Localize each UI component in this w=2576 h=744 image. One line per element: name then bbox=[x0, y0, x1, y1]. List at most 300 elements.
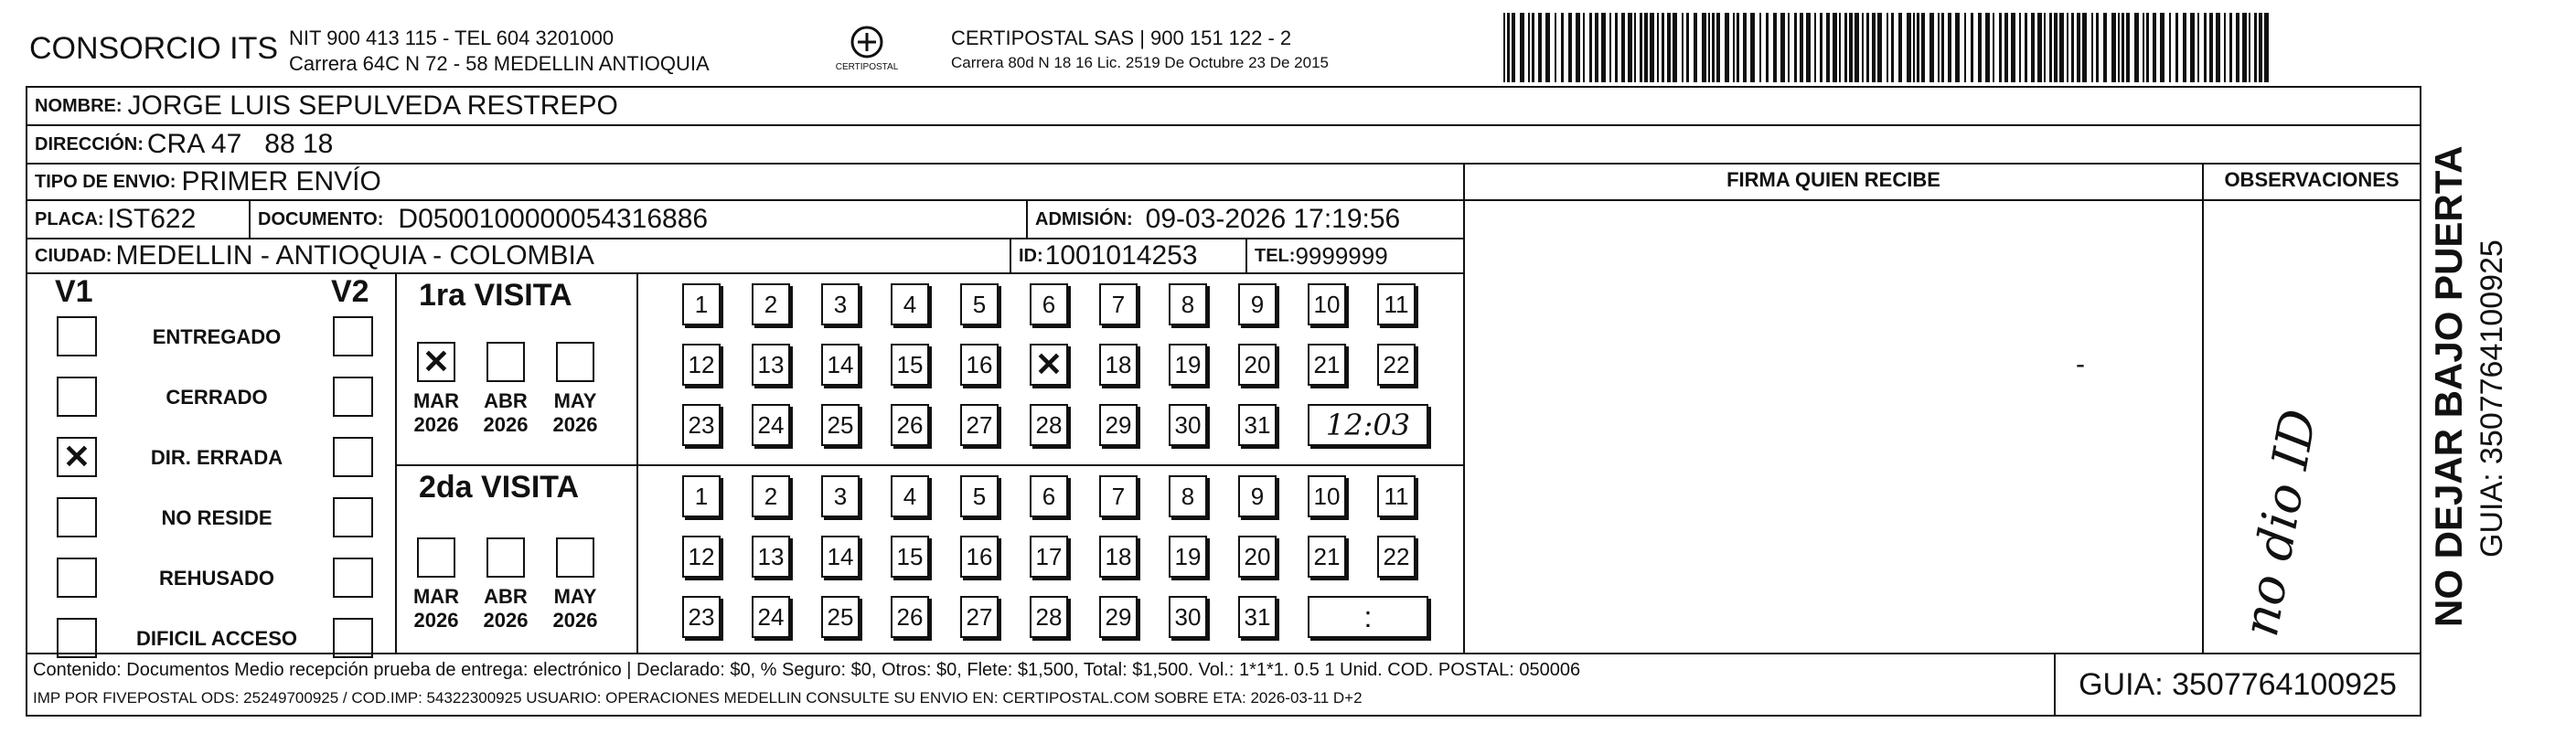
barcode-bar bbox=[1520, 13, 1524, 82]
status-v2-checkbox[interactable] bbox=[333, 558, 373, 598]
barcode-bar bbox=[1725, 13, 1729, 82]
admision-value: 09-03-2026 17:19:56 bbox=[1145, 204, 1401, 234]
footer-guia-box bbox=[2054, 653, 2421, 717]
barcode-bar bbox=[1999, 13, 2002, 82]
day-number: 18 bbox=[1105, 542, 1132, 570]
footer-contents-line: Contenido: Documentos Medio recepción prueba de entrega: electrónico | Declarado: $0, % Seguro: $0, Otros: $0, Flete: $1,500, Total: $1,500. Vol.: 1*1*1. 0.5 1 Unid. COD. POSTAL: 050006 bbox=[33, 660, 1581, 680]
visit1-day-box[interactable] bbox=[891, 344, 929, 386]
barcode-bar bbox=[2059, 13, 2064, 82]
barcode-bar bbox=[2103, 13, 2107, 82]
day-number: 1 bbox=[694, 482, 709, 510]
status-v2-checkbox[interactable] bbox=[333, 497, 373, 537]
barcode-bar bbox=[1528, 13, 1530, 82]
barcode-bar bbox=[1640, 13, 1642, 82]
barcode-bar bbox=[2071, 13, 2074, 82]
visit2-month-label bbox=[478, 585, 533, 632]
barcode-bar bbox=[2197, 13, 2199, 82]
visit1-day-box[interactable] bbox=[1238, 404, 1277, 446]
checkmark-icon: ✕ bbox=[62, 438, 91, 475]
status-v1-checkbox[interactable] bbox=[57, 316, 97, 356]
visit1-day-box[interactable] bbox=[821, 283, 860, 325]
visit2-day-box[interactable] bbox=[1377, 475, 1416, 517]
visit2-day-box[interactable] bbox=[960, 536, 999, 578]
barcode-bar bbox=[1773, 13, 1777, 82]
barcode-bar bbox=[1800, 13, 1803, 82]
id-cell bbox=[1010, 238, 1247, 274]
barcode-bar bbox=[1657, 13, 1659, 82]
visit2-day-box[interactable] bbox=[1030, 475, 1068, 517]
barcode-bar bbox=[1866, 13, 1869, 82]
barcode bbox=[1500, 13, 2277, 82]
barcode-bar bbox=[1538, 13, 1542, 82]
day-number: 9 bbox=[1250, 482, 1265, 510]
visit2-day-box[interactable] bbox=[682, 536, 721, 578]
day-number: 25 bbox=[827, 602, 854, 631]
day-number: 7 bbox=[1111, 290, 1126, 318]
visit1-day-box[interactable] bbox=[1169, 404, 1207, 446]
visit1-day-box[interactable] bbox=[1030, 344, 1068, 386]
visit1-day-box[interactable] bbox=[1377, 344, 1416, 386]
day-number: 14 bbox=[827, 542, 854, 570]
visit1-day-box[interactable] bbox=[1238, 283, 1277, 325]
certipostal-logo bbox=[830, 22, 903, 77]
barcode-bar bbox=[1921, 13, 1925, 82]
barcode-bar bbox=[1806, 13, 1811, 82]
day-number: 31 bbox=[1244, 602, 1271, 631]
visit2-month-checkbox[interactable] bbox=[417, 537, 455, 578]
visit1-day-box[interactable] bbox=[1030, 283, 1068, 325]
visit1-day-box[interactable] bbox=[682, 283, 721, 325]
month-name: MAY bbox=[553, 389, 597, 412]
status-v2-checkbox[interactable] bbox=[333, 377, 373, 417]
day-number: 31 bbox=[1244, 410, 1271, 439]
visit1-day-box[interactable] bbox=[1099, 283, 1138, 325]
barcode-bar bbox=[2118, 13, 2120, 82]
day-number: 27 bbox=[966, 602, 993, 631]
day-number: 18 bbox=[1105, 350, 1132, 378]
visit1-day-box[interactable] bbox=[891, 404, 929, 446]
placa-cell bbox=[26, 199, 251, 239]
day-number: 22 bbox=[1383, 350, 1410, 378]
visit2-day-box[interactable] bbox=[960, 596, 999, 638]
month-name: MAR bbox=[412, 585, 460, 608]
visit1-month-label bbox=[548, 389, 603, 437]
barcode-bar bbox=[1702, 13, 1706, 82]
day-checkmark-icon: ✕ bbox=[1034, 345, 1064, 383]
barcode-bar bbox=[2183, 13, 2186, 82]
day-number: 14 bbox=[827, 350, 854, 378]
visit2-day-box[interactable] bbox=[1238, 536, 1277, 578]
ciudad-cell bbox=[26, 238, 1011, 274]
day-number: 11 bbox=[1384, 482, 1409, 510]
day-number: 3 bbox=[833, 290, 848, 318]
visit2-day-box[interactable] bbox=[1377, 536, 1416, 578]
status-v1-checkbox[interactable] bbox=[57, 377, 97, 417]
barcode-bar bbox=[1644, 13, 1648, 82]
barcode-bar bbox=[1780, 13, 1785, 82]
day-number: 28 bbox=[1035, 602, 1063, 631]
status-label: NO RESIDE bbox=[161, 506, 273, 529]
footer-guia: GUIA: 3507764100925 bbox=[2079, 666, 2397, 702]
barcode-bar bbox=[2259, 13, 2262, 82]
visit1-day-box[interactable] bbox=[821, 344, 860, 386]
day-number: 19 bbox=[1174, 542, 1202, 570]
barcode-bar bbox=[2209, 13, 2213, 82]
barcode-bar bbox=[2254, 13, 2257, 82]
tel-label: TEL: bbox=[1255, 245, 1296, 266]
day-number: 7 bbox=[1111, 482, 1126, 510]
status-v1-checkbox[interactable] bbox=[57, 558, 97, 598]
barcode-bar bbox=[2204, 13, 2207, 82]
visit2-day-box[interactable] bbox=[821, 475, 860, 517]
barcode-bar bbox=[1568, 13, 1572, 82]
barcode-bar bbox=[1716, 13, 1720, 82]
barcode-bar bbox=[1601, 13, 1606, 82]
day-number: 27 bbox=[966, 410, 993, 439]
barcode-bar bbox=[1576, 13, 1580, 82]
visit-time: : bbox=[1363, 600, 1373, 633]
documento-value: D0500100000054316886 bbox=[398, 204, 709, 234]
visit1-month-checkbox[interactable] bbox=[556, 342, 594, 382]
status-v1-checkbox[interactable] bbox=[57, 497, 97, 537]
carrier-name-line: CERTIPOSTAL SAS | 900 151 122 - 2 bbox=[951, 27, 1292, 49]
day-number: 15 bbox=[896, 542, 924, 570]
day-number: 29 bbox=[1105, 410, 1132, 439]
barcode-bar bbox=[1978, 13, 1982, 82]
ciudad-label: CIUDAD: bbox=[35, 245, 112, 266]
status-v2-checkbox[interactable] bbox=[333, 316, 373, 356]
visit2-day-box[interactable] bbox=[1308, 475, 1346, 517]
barcode-bar bbox=[1634, 13, 1636, 82]
barcode-bar bbox=[1628, 13, 1632, 82]
visit2-day-box[interactable] bbox=[682, 596, 721, 638]
status-v2-checkbox[interactable] bbox=[333, 437, 373, 477]
visit2-day-box[interactable] bbox=[1030, 596, 1068, 638]
admision-label: ADMISIÓN: bbox=[1035, 208, 1133, 229]
visit2-month-checkbox[interactable] bbox=[556, 537, 594, 578]
tipo-row bbox=[26, 163, 1465, 201]
barcode-bar bbox=[1595, 13, 1598, 82]
firma-header: FIRMA QUIEN RECIBE bbox=[1726, 168, 1940, 191]
day-number: 5 bbox=[972, 482, 987, 510]
barcode-bar bbox=[1750, 13, 1755, 82]
day-number: 23 bbox=[688, 410, 715, 439]
visit1-day-box[interactable] bbox=[1099, 344, 1138, 386]
barcode-bar bbox=[2025, 13, 2027, 82]
barcode-bar bbox=[2264, 13, 2269, 82]
barcode-bar bbox=[2175, 13, 2178, 82]
id-value: 1001014253 bbox=[1044, 240, 1198, 271]
day-number: 23 bbox=[688, 602, 715, 631]
visit2-day-box[interactable] bbox=[1308, 536, 1346, 578]
visit2-day-box[interactable] bbox=[1030, 536, 1068, 578]
visit1-title: 1ra VISITA bbox=[419, 278, 572, 313]
barcode-graphic bbox=[1500, 13, 2277, 82]
barcode-bar bbox=[1849, 13, 1853, 82]
checkmark-icon: ✕ bbox=[422, 343, 451, 380]
day-number: 4 bbox=[903, 290, 917, 318]
day-number: 8 bbox=[1181, 482, 1195, 510]
day-number: 10 bbox=[1313, 290, 1341, 318]
visit2-day-box[interactable] bbox=[891, 596, 929, 638]
day-number: 13 bbox=[757, 542, 785, 570]
visit2-day-box[interactable] bbox=[1169, 475, 1207, 517]
barcode-bar bbox=[1872, 13, 1876, 82]
visit2-day-box[interactable] bbox=[752, 596, 790, 638]
ciudad-value: MEDELLIN - ANTIOQUIA - COLOMBIA bbox=[115, 240, 594, 271]
visit1-day-box[interactable] bbox=[821, 404, 860, 446]
barcode-bar bbox=[1512, 13, 1515, 82]
day-number: 25 bbox=[827, 410, 854, 439]
day-number: 30 bbox=[1174, 410, 1202, 439]
id-label: ID: bbox=[1019, 245, 1043, 266]
barcode-bar bbox=[2169, 13, 2171, 82]
nombre-row bbox=[26, 86, 2421, 126]
direccion-label: DIRECCIÓN: bbox=[35, 133, 144, 154]
visit1-day-box[interactable] bbox=[1377, 283, 1416, 325]
visit2-month-label bbox=[548, 585, 603, 632]
day-number: 29 bbox=[1105, 602, 1132, 631]
visit2-day-box[interactable] bbox=[1169, 536, 1207, 578]
visit1-day-box[interactable] bbox=[1238, 344, 1277, 386]
tipo-label: TIPO DE ENVIO: bbox=[35, 171, 176, 192]
day-number: 4 bbox=[903, 482, 917, 510]
status-v1-checkbox[interactable] bbox=[57, 437, 97, 477]
barcode-bar bbox=[1964, 13, 1966, 82]
month-name: ABR bbox=[484, 585, 528, 608]
day-number: 13 bbox=[757, 350, 785, 378]
barcode-bar bbox=[1743, 13, 1747, 82]
firma-header-cell bbox=[1463, 163, 2204, 201]
barcode-bar bbox=[2049, 13, 2052, 82]
barcode-bar bbox=[1532, 13, 1534, 82]
barcode-bar bbox=[2216, 13, 2220, 82]
barcode-bar bbox=[1589, 13, 1592, 82]
barcode-bar bbox=[1839, 13, 1841, 82]
visit2-day-box[interactable] bbox=[1169, 596, 1207, 638]
barcode-bar bbox=[1907, 13, 1911, 82]
visit2-day-box[interactable] bbox=[1238, 475, 1277, 517]
barcode-bar bbox=[2249, 13, 2250, 82]
visit2-day-box[interactable] bbox=[1099, 536, 1138, 578]
visit1-day-box[interactable] bbox=[1030, 404, 1068, 446]
day-number: 15 bbox=[896, 350, 924, 378]
visit2-day-box[interactable] bbox=[821, 536, 860, 578]
visit1-month-label bbox=[478, 389, 533, 437]
day-number: 26 bbox=[896, 602, 924, 631]
visit1-day-box[interactable] bbox=[960, 283, 999, 325]
day-number: 12 bbox=[688, 542, 715, 570]
observaciones-handwriting: no dio ID bbox=[2231, 405, 2328, 641]
v2-header: V2 bbox=[331, 274, 369, 309]
barcode-bar bbox=[1913, 13, 1915, 82]
observaciones-box bbox=[2202, 163, 2421, 654]
visit1-day-box[interactable] bbox=[752, 283, 790, 325]
visit1-day-box[interactable] bbox=[1308, 283, 1346, 325]
observaciones-header: OBSERVACIONES bbox=[2224, 168, 2400, 191]
barcode-bar bbox=[1820, 13, 1822, 82]
month-year: 2026 bbox=[413, 413, 459, 436]
day-number: 20 bbox=[1244, 542, 1271, 570]
carrier-license-line: Carrera 80d N 18 16 Lic. 2519 De Octubre 23 De 2015 bbox=[951, 54, 1329, 71]
placa-label: PLACA: bbox=[35, 208, 104, 229]
company-name: CONSORCIO ITS bbox=[29, 31, 279, 66]
visit2-day-box[interactable] bbox=[1238, 596, 1277, 638]
day-number: 11 bbox=[1384, 290, 1409, 318]
barcode-bar bbox=[2224, 13, 2226, 82]
barcode-bar bbox=[2031, 13, 2035, 82]
visit1-day-box[interactable] bbox=[682, 344, 721, 386]
day-number: 24 bbox=[757, 602, 785, 631]
barcode-bar bbox=[1887, 13, 1888, 82]
visit2-day-box[interactable] bbox=[1099, 475, 1138, 517]
barcode-bar bbox=[1615, 13, 1618, 82]
day-number: 9 bbox=[1250, 290, 1265, 318]
day-number: 17 bbox=[1035, 542, 1063, 570]
day-number: 28 bbox=[1035, 410, 1063, 439]
barcode-bar bbox=[1650, 13, 1654, 82]
month-year: 2026 bbox=[552, 413, 598, 436]
barcode-bar bbox=[2153, 13, 2156, 82]
visit2-day-box[interactable] bbox=[821, 596, 860, 638]
visit2-month-checkbox[interactable] bbox=[486, 537, 525, 578]
day-number: 12 bbox=[688, 350, 715, 378]
barcode-bar bbox=[1844, 13, 1847, 82]
barcode-bar bbox=[1667, 13, 1671, 82]
barcode-bar bbox=[1545, 13, 1550, 82]
visit1-month-label bbox=[409, 389, 464, 437]
barcode-bar bbox=[1941, 13, 1944, 82]
day-number: 24 bbox=[757, 410, 785, 439]
barcode-bar bbox=[1971, 13, 1973, 82]
direccion-value: CRA 47 88 18 bbox=[146, 129, 334, 159]
firma-box bbox=[1463, 163, 2204, 654]
visit1-day-box[interactable] bbox=[1308, 344, 1346, 386]
visit1-day-box[interactable] bbox=[960, 404, 999, 446]
tel-cell bbox=[1245, 238, 1465, 274]
barcode-bar bbox=[1917, 13, 1919, 82]
barcode-bar bbox=[2011, 13, 2015, 82]
barcode-bar bbox=[2126, 13, 2130, 82]
day-number: 1 bbox=[694, 290, 709, 318]
day-number: 8 bbox=[1181, 290, 1195, 318]
visit1-day-box[interactable] bbox=[891, 283, 929, 325]
tel-value: 9999999 bbox=[1295, 241, 1388, 270]
visit2-day-box[interactable] bbox=[1099, 596, 1138, 638]
status-label: DIR. ERRADA bbox=[150, 446, 283, 469]
barcode-bar bbox=[1826, 13, 1830, 82]
barcode-bar bbox=[1733, 13, 1735, 82]
barcode-bar bbox=[1686, 13, 1689, 82]
month-year: 2026 bbox=[483, 609, 529, 632]
barcode-bar bbox=[1673, 13, 1677, 82]
visit1-day-box[interactable] bbox=[1169, 283, 1207, 325]
carrier-info bbox=[951, 26, 1329, 75]
day-number: 3 bbox=[833, 482, 848, 510]
barcode-bar bbox=[2229, 13, 2232, 82]
status-label: CERRADO bbox=[166, 386, 268, 409]
barcode-bar bbox=[2146, 13, 2149, 82]
month-name: MAY bbox=[553, 585, 597, 608]
day-number: 22 bbox=[1383, 542, 1410, 570]
visit1-day-box[interactable] bbox=[682, 404, 721, 446]
v1-header: V1 bbox=[55, 274, 93, 309]
visit2-title: 2da VISITA bbox=[419, 470, 580, 505]
barcode-bar bbox=[1609, 13, 1611, 82]
day-number: 5 bbox=[972, 290, 987, 318]
barcode-bar bbox=[2019, 13, 2021, 82]
barcode-bar bbox=[2004, 13, 2008, 82]
day-number: 19 bbox=[1174, 350, 1202, 378]
company-info bbox=[289, 26, 710, 77]
side-guia: GUIA: 3507764100925 bbox=[2474, 239, 2509, 558]
visit1-day-box[interactable] bbox=[1169, 344, 1207, 386]
barcode-bar bbox=[2190, 13, 2195, 82]
visit2-day-box[interactable] bbox=[960, 475, 999, 517]
visit1-day-box[interactable] bbox=[752, 344, 790, 386]
day-number: 16 bbox=[966, 350, 993, 378]
visit1-day-box[interactable] bbox=[752, 404, 790, 446]
barcode-bar bbox=[1862, 13, 1864, 82]
visit2-day-box[interactable] bbox=[752, 536, 790, 578]
placa-value: IST622 bbox=[107, 204, 197, 234]
visit2-day-box[interactable] bbox=[891, 475, 929, 517]
visit1-time-box[interactable] bbox=[1308, 404, 1428, 446]
tipo-value: PRIMER ENVÍO bbox=[181, 166, 381, 197]
barcode-bar bbox=[2091, 13, 2093, 82]
barcode-bar bbox=[2067, 13, 2068, 82]
barcode-bar bbox=[2082, 13, 2087, 82]
nombre-label: NOMBRE: bbox=[35, 95, 123, 116]
visit2-day-box[interactable] bbox=[891, 536, 929, 578]
admision-cell bbox=[1026, 199, 1465, 239]
day-number: 16 bbox=[966, 542, 993, 570]
barcode-bar bbox=[1662, 13, 1664, 82]
footer-print-line: IMP POR FIVEPOSTAL ODS: 25249700925 / COD.IMP: 54322300925 USUARIO: OPERACIONES MEDELLIN CONSULTE SU ENVIO EN: CERTIPOSTAL.COM SOBRE ETA: 2026-03-11 D+2 bbox=[33, 689, 1363, 707]
barcode-bar bbox=[2160, 13, 2164, 82]
barcode-bar bbox=[1583, 13, 1585, 82]
day-number: 10 bbox=[1313, 482, 1341, 510]
visit1-day-box[interactable] bbox=[960, 344, 999, 386]
barcode-bar bbox=[1766, 13, 1769, 82]
barcode-bar bbox=[1929, 13, 1934, 82]
barcode-bar bbox=[2096, 13, 2099, 82]
barcode-bar bbox=[1561, 13, 1564, 82]
visit2-time-box[interactable] bbox=[1308, 596, 1428, 638]
month-year: 2026 bbox=[413, 609, 459, 632]
barcode-bar bbox=[2143, 13, 2144, 82]
day-number: 2 bbox=[764, 290, 778, 318]
visit2-day-box[interactable] bbox=[752, 475, 790, 517]
barcode-bar bbox=[2134, 13, 2139, 82]
visit1-day-box[interactable] bbox=[1099, 404, 1138, 446]
barcode-bar bbox=[1694, 13, 1697, 82]
month-name: ABR bbox=[484, 389, 528, 412]
month-name: MAR bbox=[412, 389, 460, 412]
nombre-value: JORGE LUIS SEPULVEDA RESTREPO bbox=[127, 90, 618, 121]
visit1-month-checkbox[interactable] bbox=[417, 342, 455, 382]
day-number: 6 bbox=[1042, 482, 1056, 510]
day-number: 6 bbox=[1042, 290, 1056, 318]
barcode-bar bbox=[1794, 13, 1797, 82]
visit1-month-checkbox[interactable] bbox=[486, 342, 525, 382]
barcode-bar bbox=[1682, 13, 1683, 82]
barcode-bar bbox=[1948, 13, 1951, 82]
month-year: 2026 bbox=[483, 413, 529, 436]
visit2-day-box[interactable] bbox=[682, 475, 721, 517]
barcode-bar bbox=[1993, 13, 1994, 82]
company-address-line: Carrera 64C N 72 - 58 MEDELLIN ANTIOQUIA bbox=[289, 52, 710, 75]
